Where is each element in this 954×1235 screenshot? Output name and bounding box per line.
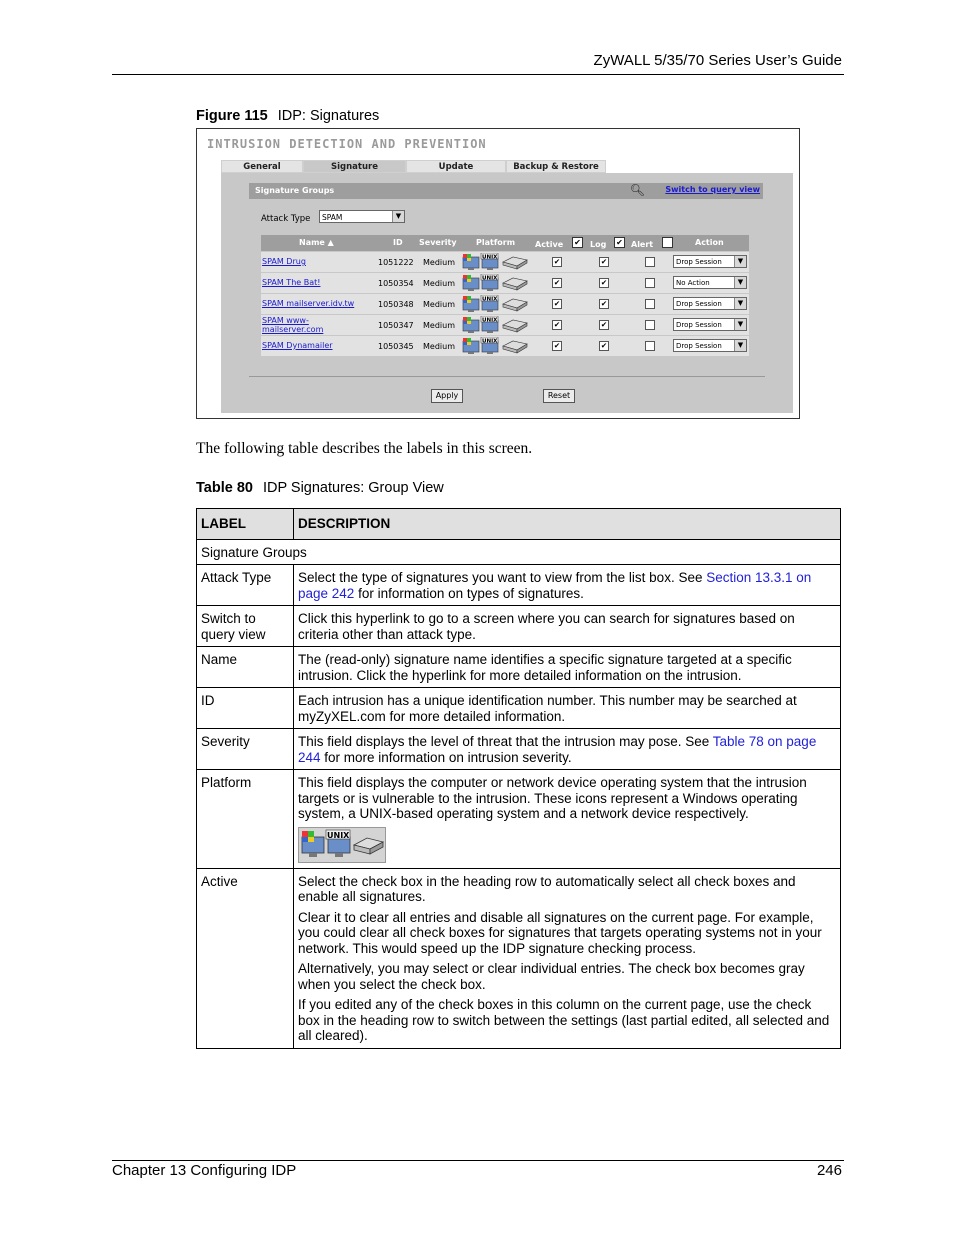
desc-text: for information on types of signatures. bbox=[354, 585, 584, 601]
signature-id: 1050348 bbox=[378, 300, 414, 309]
chevron-down-icon: ▼ bbox=[734, 277, 746, 288]
signature-row bbox=[261, 252, 749, 272]
svg-text:UNIX: UNIX bbox=[327, 830, 350, 840]
active-all-checkbox[interactable]: ✔ bbox=[572, 237, 583, 248]
figure-caption bbox=[196, 108, 379, 124]
chevron-down-icon: ▼ bbox=[734, 256, 746, 267]
action-select[interactable] bbox=[673, 276, 747, 289]
action-value: Drop Session bbox=[676, 342, 722, 350]
figure-title: IDP: Signatures bbox=[277, 108, 380, 124]
action-select[interactable] bbox=[673, 318, 747, 331]
label-header: LABEL bbox=[197, 509, 294, 540]
chevron-down-icon: ▼ bbox=[734, 340, 746, 351]
svg-text:UNIX: UNIX bbox=[482, 275, 498, 282]
table-row bbox=[197, 647, 841, 688]
figure-number: Figure 115 bbox=[196, 108, 268, 124]
active-checkbox[interactable]: ✔ bbox=[553, 257, 561, 266]
network-device-icon bbox=[503, 257, 527, 269]
col-platform: Platform bbox=[476, 238, 516, 247]
alert-checkbox[interactable] bbox=[645, 320, 655, 330]
table-row bbox=[197, 729, 841, 770]
active-checkbox[interactable]: ✔ bbox=[553, 320, 561, 329]
svg-text:UNIX: UNIX bbox=[482, 254, 498, 261]
action-select[interactable] bbox=[673, 297, 747, 310]
signature-name-link[interactable]: SPAM Drug bbox=[262, 257, 306, 266]
platform-icons bbox=[461, 274, 529, 292]
sort-up-icon: ▲ bbox=[327, 238, 334, 247]
platform-icons bbox=[461, 316, 529, 334]
signature-severity: Medium bbox=[423, 342, 455, 351]
signature-row bbox=[261, 273, 749, 293]
attack-type-label: Attack Type bbox=[261, 214, 311, 224]
attack-type-value: SPAM bbox=[322, 213, 343, 222]
col-active: Active bbox=[535, 240, 564, 249]
signature-severity: Medium bbox=[423, 258, 455, 267]
action-select[interactable] bbox=[673, 255, 747, 268]
signature-name-link[interactable]: SPAM Dynamailer bbox=[262, 341, 333, 350]
platform-icons bbox=[461, 337, 529, 355]
panel-divider bbox=[249, 376, 765, 377]
desc-paragraph: Select the check box in the heading row to automatically select all check boxes and enable all signatures. bbox=[298, 873, 796, 904]
idp-screenshot bbox=[196, 128, 800, 419]
signature-row bbox=[261, 336, 749, 356]
row-label: Severity bbox=[197, 729, 294, 770]
screen-title: INTRUSION DETECTION AND PREVENTION bbox=[207, 137, 487, 151]
alert-checkbox[interactable] bbox=[645, 299, 655, 309]
action-value: Drop Session bbox=[676, 321, 722, 329]
signature-severity: Medium bbox=[423, 300, 455, 309]
desc-text: This field displays the level of threat that the intrusion may pose. See bbox=[298, 734, 713, 749]
row-description: Each intrusion has a unique identification number. This number may be searched at myZyXEL.com for more detailed information. bbox=[294, 688, 841, 729]
signature-severity: Medium bbox=[423, 279, 455, 288]
windows-icon bbox=[463, 254, 479, 270]
alert-checkbox[interactable] bbox=[645, 278, 655, 288]
desc-paragraph: Clear it to clear all entries and disable all signatures on the current page. For example, you could clear all check boxes for signatures that targets operating systems not in your network. This would speed up the IDP signature checking process. bbox=[298, 909, 822, 956]
col-action: Action bbox=[695, 238, 724, 247]
table-row bbox=[197, 868, 841, 1048]
action-value: Drop Session bbox=[676, 300, 722, 308]
desc-text: This field displays the computer or network device operating system that the intrusion targets or is vulnerable to the intrusion. These icons represent a Windows operating system, a UNIX-based operating system and a network device respectively. bbox=[298, 775, 807, 821]
switch-query-view-link[interactable]: Switch to query view bbox=[665, 185, 760, 194]
col-id: ID bbox=[393, 238, 403, 247]
row-label: Switch to query view bbox=[197, 606, 294, 647]
col-log: Log bbox=[590, 240, 607, 249]
log-all-checkbox[interactable]: ✔ bbox=[614, 237, 625, 248]
page-number: 246 bbox=[816, 1162, 842, 1179]
tab-signature[interactable]: Signature bbox=[303, 160, 406, 173]
attack-type-select[interactable] bbox=[319, 210, 405, 223]
footer-chapter: Chapter 13 Configuring IDP bbox=[112, 1162, 297, 1179]
chevron-down-icon: ▼ bbox=[734, 298, 746, 309]
col-name[interactable] bbox=[299, 238, 334, 247]
network-device-icon bbox=[354, 838, 383, 854]
row-description: Click this hyperlink to go to a screen where you can search for signatures based on criteria other than attack type. bbox=[294, 606, 841, 647]
table-row bbox=[197, 565, 841, 606]
desc-paragraph: Alternatively, you may select or clear individual entries. The check box becomes gray when you select the check box. bbox=[298, 961, 805, 992]
description-table bbox=[196, 508, 841, 1049]
signature-groups-title: Signature Groups bbox=[255, 186, 335, 195]
reset-button[interactable]: Reset bbox=[543, 389, 575, 403]
svg-text:UNIX: UNIX bbox=[482, 317, 498, 324]
alert-checkbox[interactable] bbox=[645, 341, 655, 351]
col-name-label: Name bbox=[299, 238, 325, 247]
platform-icons bbox=[461, 253, 529, 271]
alert-all-checkbox[interactable] bbox=[662, 237, 673, 248]
table-number: Table 80 bbox=[196, 480, 253, 496]
row-description: The (read-only) signature name identifies a specific signature targeted at a specific intrusion. Click the hyperlink for more detailed information on the intrusion. bbox=[294, 647, 841, 688]
desc-text: for more information on intrusion severity. bbox=[320, 749, 572, 765]
row-description bbox=[294, 565, 841, 606]
signature-table-header bbox=[261, 235, 749, 251]
section-link[interactable]: Section 13.3.1 on page 242 bbox=[298, 570, 812, 601]
alert-checkbox[interactable] bbox=[645, 257, 655, 267]
signature-panel bbox=[221, 173, 793, 413]
action-select[interactable] bbox=[673, 339, 747, 352]
signature-row bbox=[261, 315, 749, 335]
tab-bar bbox=[221, 160, 793, 173]
table-row bbox=[197, 688, 841, 729]
chevron-down-icon: ▼ bbox=[734, 319, 746, 330]
row-description bbox=[294, 729, 841, 770]
signature-id: 1051222 bbox=[378, 258, 414, 267]
platform-icons bbox=[461, 295, 529, 313]
row-label: ID bbox=[197, 688, 294, 729]
intro-text: The following table describes the labels in this screen. bbox=[196, 440, 533, 457]
page-header-title: ZyWALL 5/35/70 Series User’s Guide bbox=[593, 52, 842, 69]
active-checkbox[interactable]: ✔ bbox=[553, 278, 561, 287]
log-checkbox[interactable]: ✔ bbox=[600, 278, 608, 287]
row-label: Platform bbox=[197, 770, 294, 869]
apply-button[interactable]: Apply bbox=[431, 389, 463, 403]
section-title: Signature Groups bbox=[197, 539, 841, 565]
signature-name-line1: SPAM www- bbox=[262, 316, 309, 325]
active-checkbox[interactable]: ✔ bbox=[553, 341, 561, 350]
header-rule bbox=[112, 74, 844, 75]
table-link[interactable]: Table 78 on page 244 bbox=[298, 734, 817, 765]
table-header-row bbox=[197, 509, 841, 540]
table-title: IDP Signatures: Group View bbox=[262, 480, 444, 496]
tab-update[interactable]: Update bbox=[406, 160, 506, 173]
row-description bbox=[294, 770, 841, 869]
tab-backup-restore[interactable]: Backup & Restore bbox=[506, 160, 606, 173]
row-description bbox=[294, 868, 841, 1048]
action-value: No Action bbox=[676, 279, 710, 287]
log-checkbox[interactable]: ✔ bbox=[600, 299, 608, 308]
svg-text:UNIX: UNIX bbox=[482, 338, 498, 345]
col-severity: Severity bbox=[419, 238, 457, 247]
magnifier-icon: 🔍︎ bbox=[629, 183, 645, 197]
log-checkbox[interactable]: ✔ bbox=[600, 341, 608, 350]
table-row bbox=[197, 606, 841, 647]
signature-severity: Medium bbox=[423, 321, 455, 330]
log-checkbox[interactable]: ✔ bbox=[600, 257, 608, 266]
row-label: Active bbox=[197, 868, 294, 1048]
tab-general[interactable]: General bbox=[221, 160, 303, 173]
signature-groups-bar bbox=[249, 183, 763, 199]
signature-row bbox=[261, 294, 749, 314]
log-checkbox[interactable]: ✔ bbox=[600, 320, 608, 329]
signature-name-link[interactable]: SPAM The Bat! bbox=[262, 278, 321, 287]
signature-id: 1050354 bbox=[378, 279, 414, 288]
signature-id: 1050347 bbox=[378, 321, 414, 330]
row-label: Attack Type bbox=[197, 565, 294, 606]
desc-text: Select the type of signatures you want to view from the list box. See bbox=[298, 570, 707, 585]
signature-name-line2: mailserver.com bbox=[262, 325, 324, 334]
signature-name-link[interactable]: SPAM mailserver.idv.tw bbox=[262, 299, 355, 308]
table-section-row bbox=[197, 539, 841, 565]
footer-rule bbox=[112, 1160, 844, 1161]
action-value: Drop Session bbox=[676, 258, 722, 266]
active-checkbox[interactable]: ✔ bbox=[553, 299, 561, 308]
table-row bbox=[197, 770, 841, 869]
platform-icons-image bbox=[298, 827, 386, 863]
row-label: Name bbox=[197, 647, 294, 688]
svg-text:UNIX: UNIX bbox=[482, 296, 498, 303]
description-header: DESCRIPTION bbox=[294, 509, 841, 540]
chevron-down-icon: ▼ bbox=[392, 211, 404, 222]
signature-id: 1050345 bbox=[378, 342, 414, 351]
unix-icon bbox=[481, 253, 498, 270]
windows-icon bbox=[302, 831, 324, 857]
signature-name-link[interactable] bbox=[262, 316, 323, 334]
col-alert: Alert bbox=[631, 240, 654, 249]
table-caption bbox=[196, 480, 444, 496]
desc-paragraph: If you edited any of the check boxes in this column on the current page, use the check box in the heading row to switch between the settings (last partial edited, all selected and all cleared). bbox=[298, 997, 830, 1043]
unix-icon bbox=[326, 830, 350, 857]
